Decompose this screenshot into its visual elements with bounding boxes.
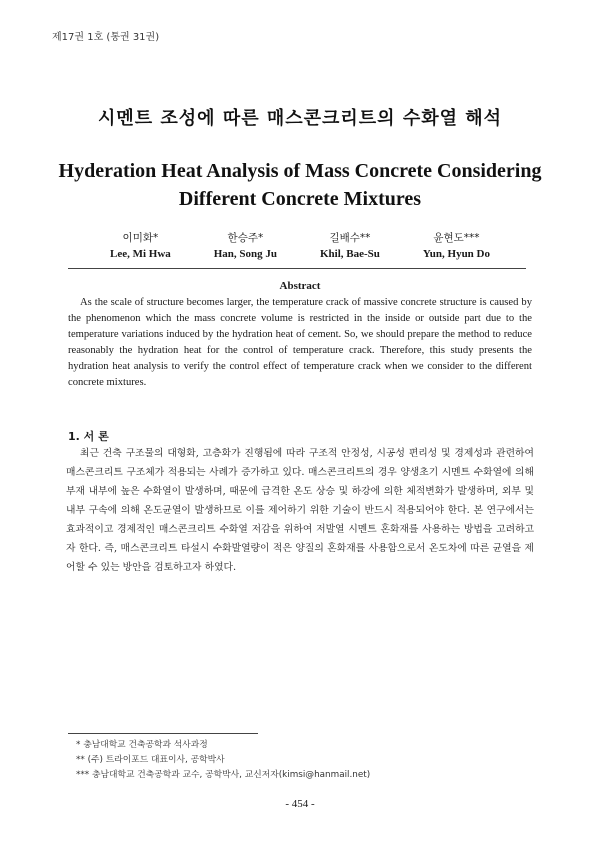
author-name-en: Han, Song Ju <box>213 248 278 260</box>
author-name-en: Yun, Hyun Do <box>422 248 490 260</box>
author-name-ko: 한승주* <box>227 232 264 244</box>
english-title-line-1: Hyderation Heat Analysis of Mass Concrete Considering <box>58 160 542 182</box>
author-name-ko: 윤현도*** <box>433 232 480 244</box>
english-title-line-2: Different Concrete Mixtures <box>178 188 422 210</box>
author <box>110 230 171 262</box>
footnote-divider <box>68 733 258 734</box>
author-name-en: Khil, Bae-Su <box>319 248 380 260</box>
footnote: *** 충남대학교 건축공학과 교수, 공학박사, 교신저자(kimsi@hanmail.net) <box>76 770 371 780</box>
author-list <box>110 230 490 262</box>
abstract-heading: Abstract <box>279 280 321 292</box>
footnotes <box>76 738 370 783</box>
journal-header: 제17권 1호 (통권 31권) <box>52 32 160 43</box>
author <box>423 230 490 262</box>
korean-title: 시멘트 조성에 따른 매스콘크리트의 수화열 해석 <box>97 108 503 129</box>
introduction-text: 최근 건축 구조물의 대형화, 고층화가 진행됨에 따라 구조적 안정성, 시공성 편리성 및 경제성과 관련하여 매스콘크리트 구조체가 적용되는 사례가 증가하고 있다. 매스콘크리트의 경우 양생초기 시멘트 수화열에 의해 부재 내부에 높은 수화열이 발생하며, 때문에 급격한 온도 상승 및 하강에 의한 체적변화가 발생하며, 외부 및 내부 구속에 의해 온도균열이 발생하므로 이를 제어하기 위한 기술이 반드시 적용되어야 한다. 본 연구에서는 효과적이고 경제적인 매스콘크리트 수화열 저감을 위하여 저발열 시멘트 혼화재를 사용하는 방법을 고려하고자 한다. 즉, 매스콘크리트 타설시 수화발열량이 적은 양질의 혼화재를 사용함으로서 온도차에 따른 균열을 제어할 수 있는 방안을 검토하고자 하였다. <box>66 448 534 573</box>
author-name-en: Lee, Mi Hwa <box>110 248 171 260</box>
author-name-ko: 길배수** <box>329 232 371 244</box>
footnote: * 충남대학교 건축공학과 석사과정 <box>76 740 208 750</box>
author-divider <box>68 268 526 269</box>
page-number: - 454 - <box>285 798 315 810</box>
english-title <box>0 157 600 213</box>
author <box>214 230 277 262</box>
abstract-text: As the scale of structure becomes larger, the temperature crack of massive concrete structure is caused by the phenomenon which the mass concrete volume is restricted in the inside or outside part due to the temperature variations induced by the hydration heat of cement. So, we should prepare the method to reduce reasonably the hydration heat for the control of temperature crack. Therefore, this study presents the hydration heat analysis to verify the control effect of temperature crack when we consider to the different concrete mixtures. <box>68 297 532 388</box>
footnote: ** (주) 트라이포드 대표이사, 공학박사 <box>76 755 225 765</box>
section-heading-introduction: 1. 서 론 <box>68 430 109 443</box>
author <box>320 230 380 262</box>
author-name-ko: 이미화* <box>122 232 159 244</box>
